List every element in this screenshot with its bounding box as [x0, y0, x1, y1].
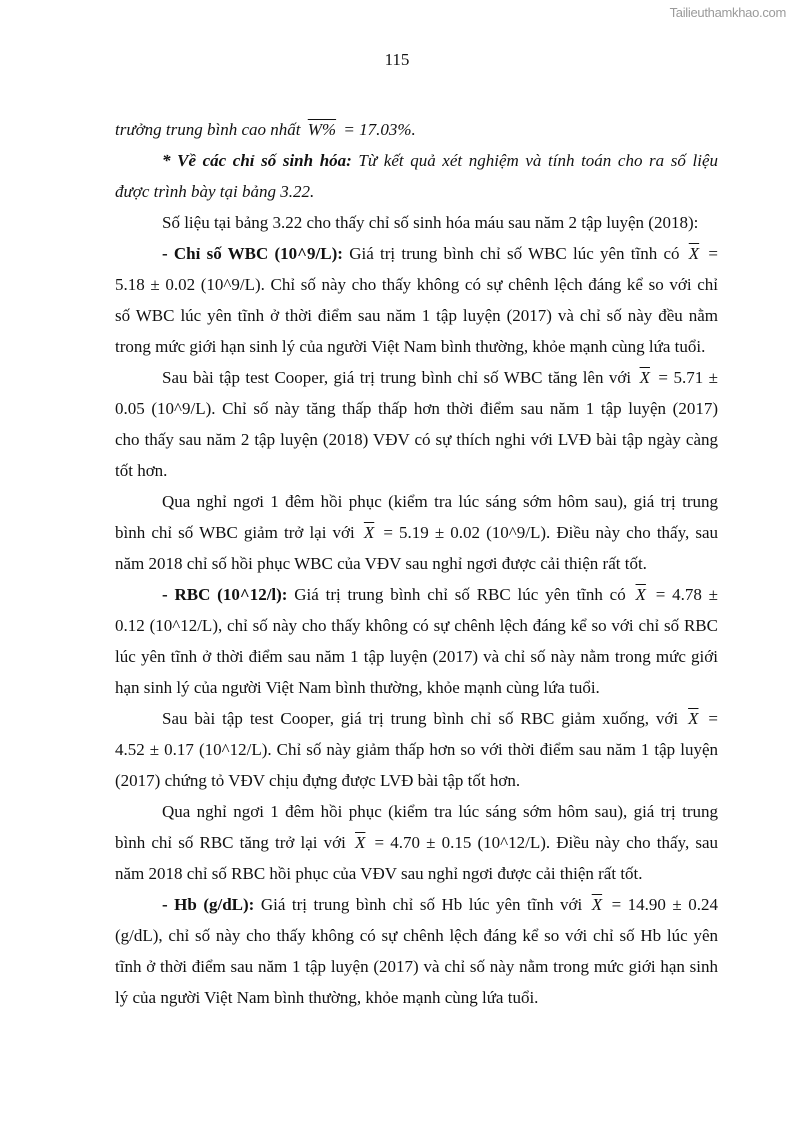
- text-segment: cho thấy sau năm 2 tập luyện (2018) VĐV có sự thích nghi với LVĐ bài tập ngày càng: [115, 430, 718, 449]
- text-line: [115, 517, 718, 548]
- text-line: [115, 238, 718, 269]
- text-line: [115, 920, 718, 951]
- text-segment: Sau bài tập test Cooper, giá trị trung bình chỉ số RBC giảm xuống, với: [162, 709, 686, 728]
- text-line: [115, 548, 718, 579]
- text-segment: số WBC lúc yên tĩnh ở thời điểm sau năm 1 tập luyện (2017) và chỉ số này đều nằm: [115, 306, 718, 325]
- text-segment: Qua nghỉ ngơi 1 đêm hồi phục (kiểm tra lúc sáng sớm hôm sau), giá trị trung: [162, 492, 718, 511]
- text-line: [115, 765, 718, 796]
- text-segment: = 5.19 ± 0.02 (10^9/L). Điều này cho thấy, sau: [377, 523, 718, 542]
- text-line: [115, 207, 718, 238]
- text-segment: Từ kết quả xét nghiệm và tính toán cho ra số liệu: [351, 151, 718, 170]
- text-line: [115, 610, 718, 641]
- text-segment: - Hb (g/dL):: [162, 895, 255, 914]
- mean-symbol: $\overline{X}$: [688, 709, 699, 728]
- text-segment: =: [702, 244, 718, 263]
- text-segment: = 4.78 ±: [648, 585, 718, 604]
- text-segment: tốt hơn.: [115, 461, 168, 480]
- text-line: [115, 393, 718, 424]
- text-segment: trong mức giới hạn sinh lý của người Việt Nam bình thường, khỏe mạnh cùng lứa tuổi.: [115, 337, 706, 356]
- text-line: [115, 300, 718, 331]
- text-line: [115, 734, 718, 765]
- text-segment: Giá trị trung bình chỉ số RBC lúc yên tĩnh có: [287, 585, 633, 604]
- mean-symbol: $\overline{X}$: [363, 523, 375, 542]
- text-line: [115, 114, 718, 145]
- text-segment: =: [701, 709, 718, 728]
- text-segment: 5.18 ± 0.02 (10^9/L). Chỉ số này cho thấy không có sự chênh lệch đáng kể so với chỉ: [115, 275, 718, 294]
- text-segment: bình chỉ số WBC giảm trở lại với: [115, 523, 361, 542]
- text-segment: Giá trị trung bình chỉ số Hb lúc yên tĩnh với: [254, 895, 589, 914]
- text-line: [115, 424, 718, 455]
- text-segment: Số liệu tại bảng 3.22 cho thấy chỉ số sinh hóa máu sau năm 2 tập luyện (2018):: [162, 213, 699, 232]
- mean-symbol: $\overline{X}$: [355, 833, 366, 852]
- text-segment: = 4.70 ± 0.15 (10^12/L). Điều này cho thấy, sau: [368, 833, 718, 852]
- text-line: [115, 455, 718, 486]
- text-line: [115, 827, 718, 858]
- text-segment: lý của người Việt Nam bình thường, khỏe mạnh cùng lứa tuổi.: [115, 988, 539, 1007]
- text-segment: 4.52 ± 0.17 (10^12/L). Chỉ số này giảm thấp hơn so với thời điểm sau năm 1 tập luyện: [115, 740, 718, 759]
- text-segment: Sau bài tập test Cooper, giá trị trung bình chỉ số WBC tăng lên với: [162, 368, 637, 387]
- text-line: [115, 579, 718, 610]
- mean-symbol: $\overline{X}$: [591, 895, 603, 914]
- text-segment: bình chỉ số RBC tăng trở lại với: [115, 833, 353, 852]
- text-line: [115, 331, 718, 362]
- text-line: [115, 269, 718, 300]
- mean-symbol: W%: [307, 120, 337, 139]
- text-segment: tĩnh ở thời điểm sau năm 1 tập luyện (2017) và chỉ số này nằm trong mức giới hạn sinh: [115, 957, 718, 976]
- text-line: [115, 641, 718, 672]
- text-segment: - RBC (10^12/l):: [162, 585, 288, 604]
- text-line: [115, 703, 718, 734]
- text-segment: Qua nghỉ ngơi 1 đêm hồi phục (kiểm tra lúc sáng sớm hôm sau), giá trị trung: [162, 802, 718, 821]
- text-segment: Giá trị trung bình chỉ số WBC lúc yên tĩnh có: [342, 244, 686, 263]
- text-segment: = 5.71 ±: [652, 368, 718, 387]
- text-segment: 0.05 (10^9/L). Chỉ số này tăng thấp thấp hơn thời điểm sau năm 1 tập luyện (2017): [115, 399, 718, 418]
- text-segment: 0.12 (10^12/L), chỉ số này cho thấy không có sự chênh lệch đáng kể so với chỉ số RBC: [115, 616, 718, 635]
- text-segment: năm 2018 chỉ số hồi phục WBC của VĐV sau nghỉ ngơi được cải thiện rất tốt.: [115, 554, 647, 573]
- watermark: Tailieuthamkhao.com: [669, 5, 786, 20]
- text-line: [115, 858, 718, 889]
- text-segment: (2017) chứng tỏ VĐV chịu đựng được LVĐ bài tập tốt hơn.: [115, 771, 521, 790]
- text-segment: được trình bày tại bảng 3.22.: [115, 182, 315, 201]
- text-line: [115, 982, 718, 1013]
- text-segment: lúc yên tĩnh ở thời điểm sau năm 1 tập luyện (2017) và chỉ số này nằm trong mức giới: [115, 647, 718, 666]
- mean-symbol: $\overline{X}$: [639, 368, 650, 387]
- mean-symbol: $\overline{X}$: [635, 585, 646, 604]
- text-segment: * Về các chỉ số sinh hóa:: [162, 151, 352, 170]
- text-line: [115, 951, 718, 982]
- text-segment: = 14.90 ± 0.24: [605, 895, 718, 914]
- text-line: [115, 145, 718, 176]
- text-line: [115, 486, 718, 517]
- text-line: [115, 796, 718, 827]
- text-line: [115, 889, 718, 920]
- text-segment: trưởng trung bình cao nhất: [115, 120, 305, 139]
- text-segment: (g/dL), chỉ số này cho thấy không có sự chênh lệch đáng kể so với chỉ số Hb lúc yên: [115, 926, 718, 945]
- mean-symbol: $\overline{X}$: [688, 244, 700, 263]
- text-segment: - Chỉ số WBC (10^9/L):: [162, 244, 343, 263]
- text-segment: hạn sinh lý của người Việt Nam bình thường, khỏe mạnh cùng lứa tuổi.: [115, 678, 600, 697]
- text-line: [115, 176, 718, 207]
- text-line: [115, 362, 718, 393]
- text-line: [115, 672, 718, 703]
- text-segment: năm 2018 chỉ số RBC hồi phục của VĐV sau nghỉ ngơi được cải thiện rất tốt.: [115, 864, 643, 883]
- text-segment: = 17.03%.: [339, 120, 416, 139]
- page-number: 115: [384, 50, 410, 69]
- document-body: [115, 114, 718, 1013]
